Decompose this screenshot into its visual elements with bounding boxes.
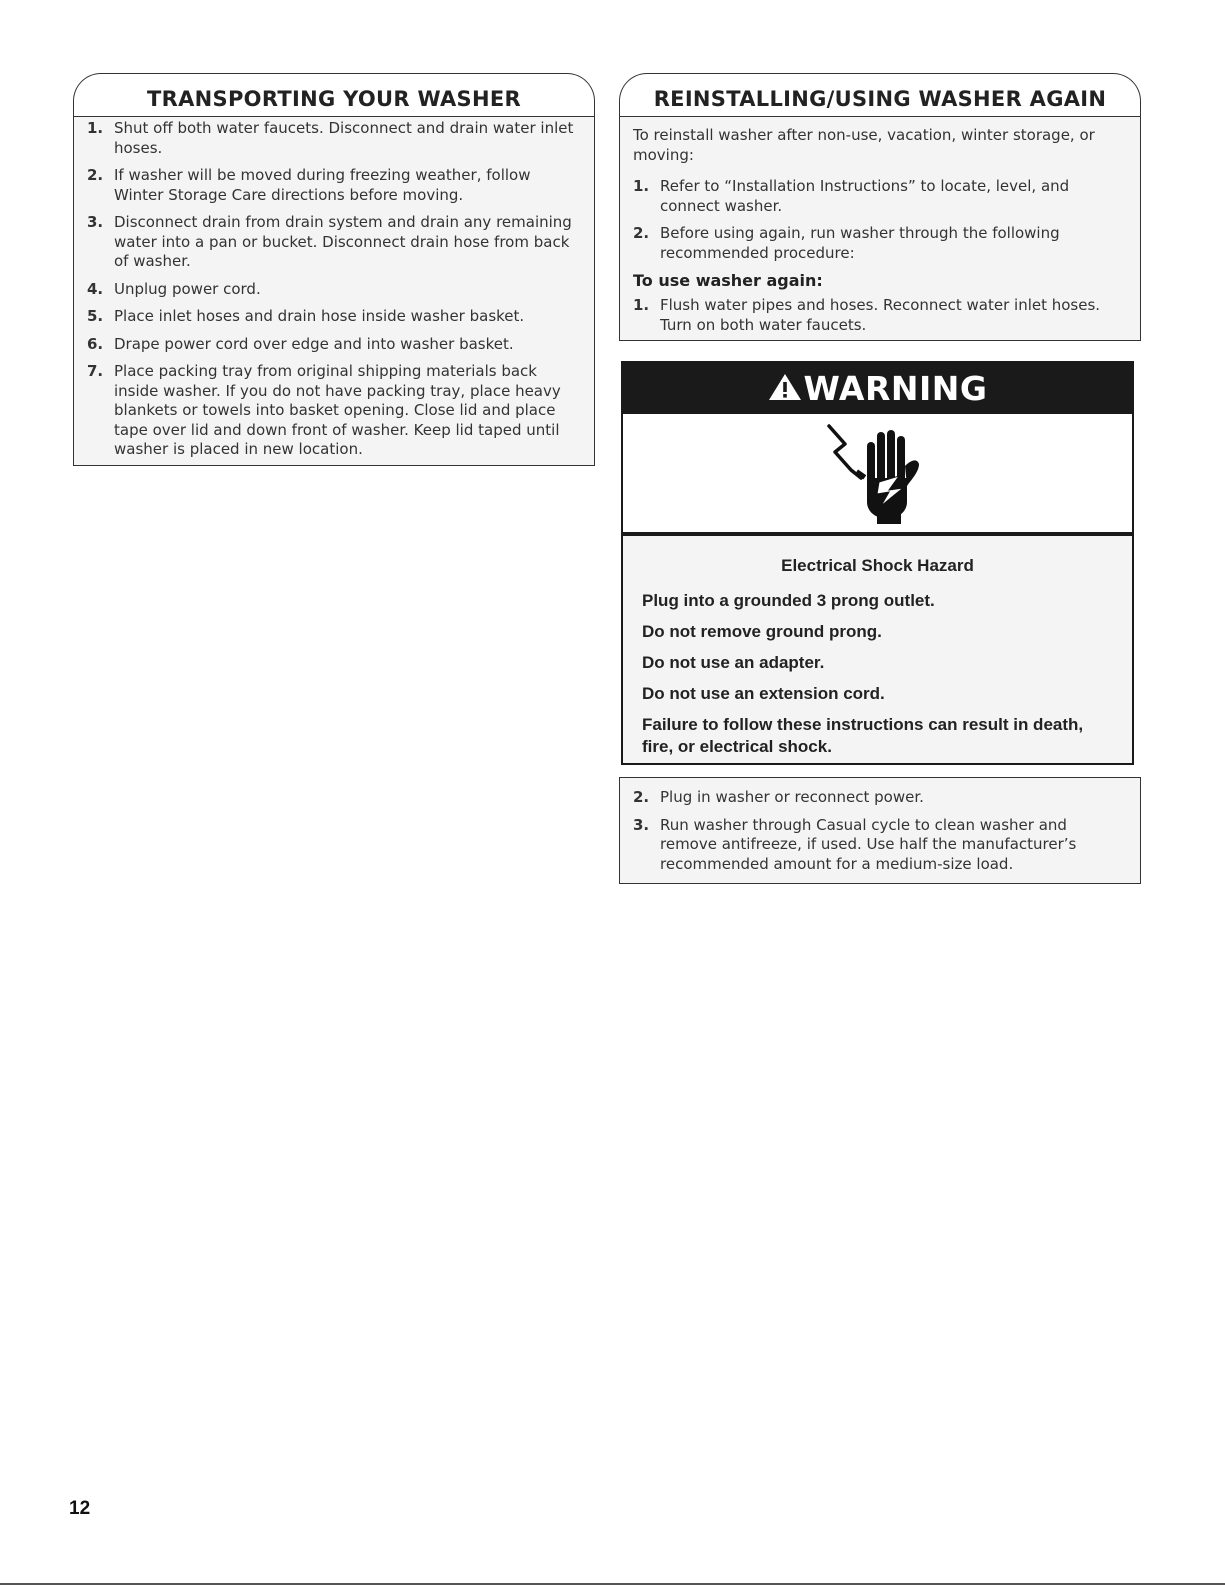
- transporting-body: [73, 116, 595, 466]
- warning-box: [621, 361, 1134, 765]
- list-item: 1. Shut off both water faucets. Disconnect and drain water inlet hoses.: [87, 119, 574, 157]
- warning-line: Do not use an extension cord.: [642, 684, 885, 703]
- continued-steps: [620, 788, 1126, 874]
- warning-line: Plug into a grounded 3 prong outlet.: [642, 591, 935, 610]
- list-item: 2. Before using again, run washer through the following recommended procedure:: [633, 224, 1060, 262]
- transporting-title: TRANSPORTING YOUR WASHER: [73, 73, 595, 118]
- list-item: 7. Place packing tray from original shipping materials back inside washer. If you do not have packing tray, place heavy blankets or towels into basket opening. Close lid and place tape over lid and down front of washer. Keep lid taped until washer is placed in new location.: [87, 362, 561, 458]
- list-item: 3. Run washer through Casual cycle to clean washer and remove antifreeze, if used. Use half the manufacturer’s recommended amount for a medium-size load.: [633, 815, 1077, 873]
- use-again-subheading: To use washer again:: [633, 271, 823, 290]
- electrical-shock-hand-icon: [823, 420, 923, 524]
- warning-text-panel: [621, 534, 1134, 765]
- hazard-title: Electrical Shock Hazard: [781, 556, 974, 575]
- list-item: 1. Flush water pipes and hoses. Reconnect water inlet hoses. Turn on both water faucets.: [633, 296, 1101, 334]
- page-number: 12: [69, 1498, 91, 1519]
- reinstalling-intro: To reinstall washer after non-use, vacation, winter storage, or moving:: [633, 126, 1095, 164]
- warning-header: [621, 361, 1134, 414]
- list-item: 2. If washer will be moved during freezing weather, follow Winter Storage Care directions before moving.: [87, 166, 531, 204]
- warning-line: Failure to follow these instructions can result in death, fire, or electrical shock.: [642, 715, 1084, 756]
- reinstalling-body: [619, 116, 1141, 341]
- transporting-section: [73, 73, 595, 470]
- reinstalling-title: REINSTALLING/USING WASHER AGAIN: [619, 73, 1141, 118]
- list-item: 4. Unplug power cord.: [87, 279, 261, 298]
- use-again-steps: [620, 296, 1126, 335]
- warning-line: Do not remove ground prong.: [642, 622, 882, 641]
- list-item: 6. Drape power cord over edge and into washer basket.: [87, 334, 514, 353]
- warning-line: Do not use an adapter.: [642, 653, 825, 672]
- warning-triangle-icon: [768, 363, 802, 418]
- warning-title: WARNING: [803, 369, 988, 408]
- list-item: 3. Disconnect drain from drain system and drain any remaining water into a pan or bucket. Disconnect drain hose from back of washer.: [87, 213, 572, 270]
- list-item: 5. Place inlet hoses and drain hose inside washer basket.: [87, 307, 525, 325]
- reinstalling-steps: [620, 177, 1126, 263]
- list-item: 2. Plug in washer or reconnect power.: [633, 788, 924, 806]
- reinstalling-section: [619, 73, 1141, 341]
- transporting-steps: [74, 119, 580, 460]
- list-item: 1. Refer to “Installation Instructions” to locate, level, and connect washer.: [633, 177, 1070, 215]
- continued-steps-box: [619, 777, 1141, 884]
- warning-icon-panel: [621, 414, 1134, 534]
